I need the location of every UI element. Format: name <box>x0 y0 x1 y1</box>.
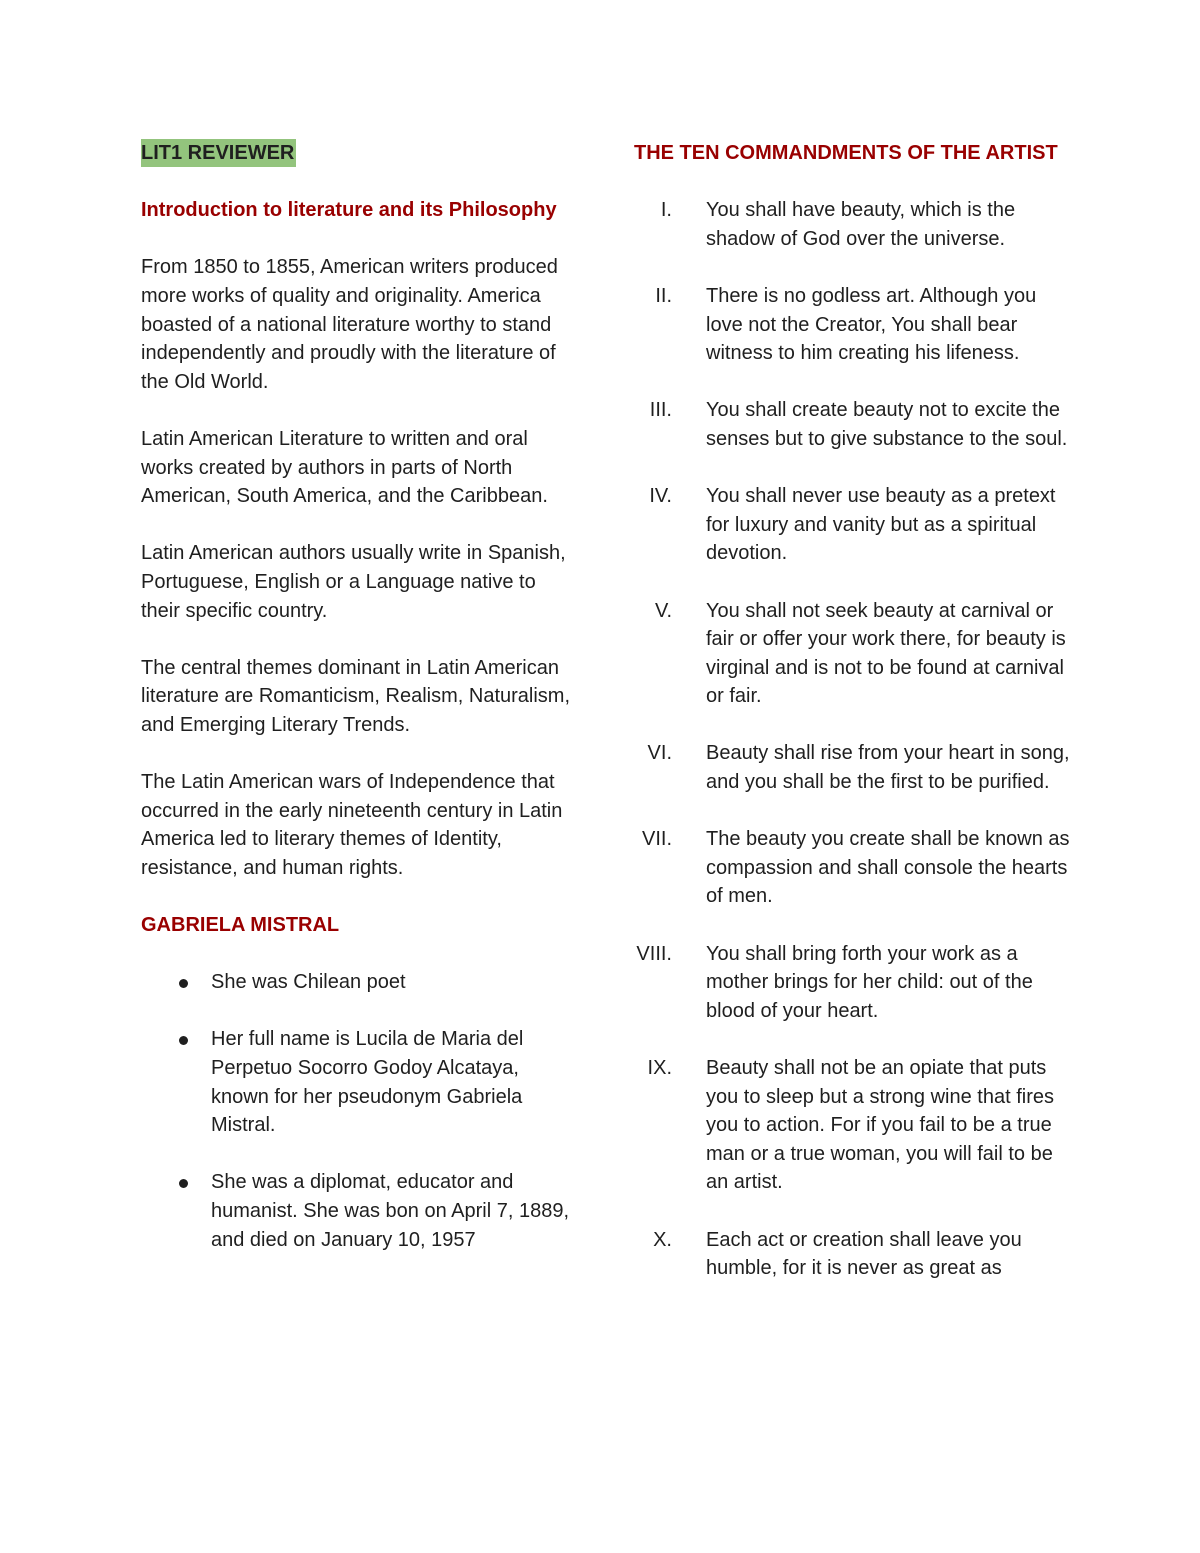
gabriela-mistral-heading: GABRIELA MISTRAL <box>141 914 340 937</box>
list-item <box>634 282 1074 368</box>
list-number: I. <box>660 199 672 222</box>
right-column <box>634 139 1074 1311</box>
list-item-text: Beauty shall rise from your heart in song, and you shall be the first to be purified. <box>706 742 1070 794</box>
list-item-text: She was a diplomat, educator and humanist. She was bon on April 7, 1889, and died on January 10, 1957 <box>211 1171 570 1251</box>
paragraph-american-writers: From 1850 to 1855, American writers produced more works of quality and originality. America boasted of a national literature worthy to stand independently and proudly with the literature of the Old World. <box>141 256 558 393</box>
paragraph-languages: Latin American authors usually write in Spanish, Portuguese, English or a Language native to their specific country. <box>141 542 566 622</box>
list-number: V. <box>654 599 672 622</box>
spacer <box>141 940 571 969</box>
commandments-heading: THE TEN COMMANDMENTS OF THE ARTIST <box>634 142 1058 164</box>
list-item <box>634 940 1074 1026</box>
list-item-text: The beauty you create shall be known as compassion and shall console the hearts of men. <box>706 828 1070 908</box>
list-item <box>141 1168 571 1254</box>
intro-heading: Introduction to literature and its Philosophy <box>141 199 557 222</box>
list-item <box>634 1226 1074 1283</box>
list-number: IV. <box>649 485 672 508</box>
list-item-text: Beauty shall not be an opiate that puts you to sleep but a strong wine that fires you to action. For if you fail to be a true man or a true woman, you will fail to be an artist. <box>706 1057 1054 1194</box>
paragraph-latin-american-literature: Latin American Literature to written and oral works created by authors in parts of North American, South America, and the Caribbean. <box>141 427 548 508</box>
list-item-text: You shall bring forth your work as a mother brings for her child: out of the blood of your heart. <box>706 942 1033 1022</box>
spacer <box>141 396 571 425</box>
list-item <box>634 396 1074 453</box>
left-column <box>141 139 571 1283</box>
list-item <box>141 1025 571 1139</box>
list-number: VII. <box>641 828 672 851</box>
list-item-text: She was Chilean poet <box>211 971 406 994</box>
list-item <box>634 597 1074 711</box>
list-item-text: You shall never use beauty as a pretext for luxury and vanity but as a spiritual devotion. <box>706 485 1056 565</box>
list-number: III. <box>649 399 672 422</box>
list-item-text: There is no godless art. Although you love not the Creator, You shall bear witness to him creating his lifeness. <box>706 284 1037 365</box>
bullet-icon <box>179 1036 188 1045</box>
list-item <box>141 968 571 997</box>
list-item-text: You shall have beauty, which is the shadow of God over the universe. <box>706 199 1016 250</box>
list-item <box>634 1054 1074 1197</box>
list-number: VIII. <box>636 942 672 965</box>
spacer <box>141 168 571 197</box>
list-number: IX. <box>647 1057 672 1079</box>
list-item-text: You shall create beauty not to excite the senses but to give substance to the soul. <box>706 399 1068 450</box>
bullet-icon <box>179 1179 188 1188</box>
list-item <box>634 482 1074 568</box>
list-item <box>634 196 1074 253</box>
bullet-icon <box>179 979 188 988</box>
spacer <box>141 511 571 540</box>
paragraph-wars-of-independence: The Latin American wars of Independence that occurred in the early nineteenth century in Latin America led to literary themes of Identity, resistance, and human rights. <box>141 771 563 879</box>
spacer <box>141 739 571 768</box>
document-title: LIT1 REVIEWER <box>141 139 296 167</box>
list-item-text: You shall not seek beauty at carnival or fair or offer your work there, for beauty is virginal and is not to be found at carnival or fair. <box>706 599 1066 708</box>
list-item <box>634 739 1074 796</box>
list-number: II. <box>655 284 672 307</box>
paragraph-central-themes: The central themes dominant in Latin American literature are Romanticism, Realism, Naturalism, and Emerging Literary Trends. <box>141 656 571 736</box>
spacer <box>141 882 571 911</box>
spacer <box>141 625 571 654</box>
list-number: VI. <box>647 742 672 765</box>
spacer <box>141 225 571 254</box>
commandments-list <box>634 196 1074 1283</box>
mistral-bullet-list <box>141 968 571 1254</box>
list-item-text: Each act or creation shall leave you humble, for it is never as great as <box>706 1228 1022 1280</box>
list-item <box>634 825 1074 911</box>
spacer <box>634 168 1074 197</box>
list-item-text: Her full name is Lucila de Maria del Perpetuo Socorro Godoy Alcataya, known for her pseudonym Gabriela Mistral. <box>211 1028 524 1137</box>
list-number: X. <box>653 1228 672 1251</box>
